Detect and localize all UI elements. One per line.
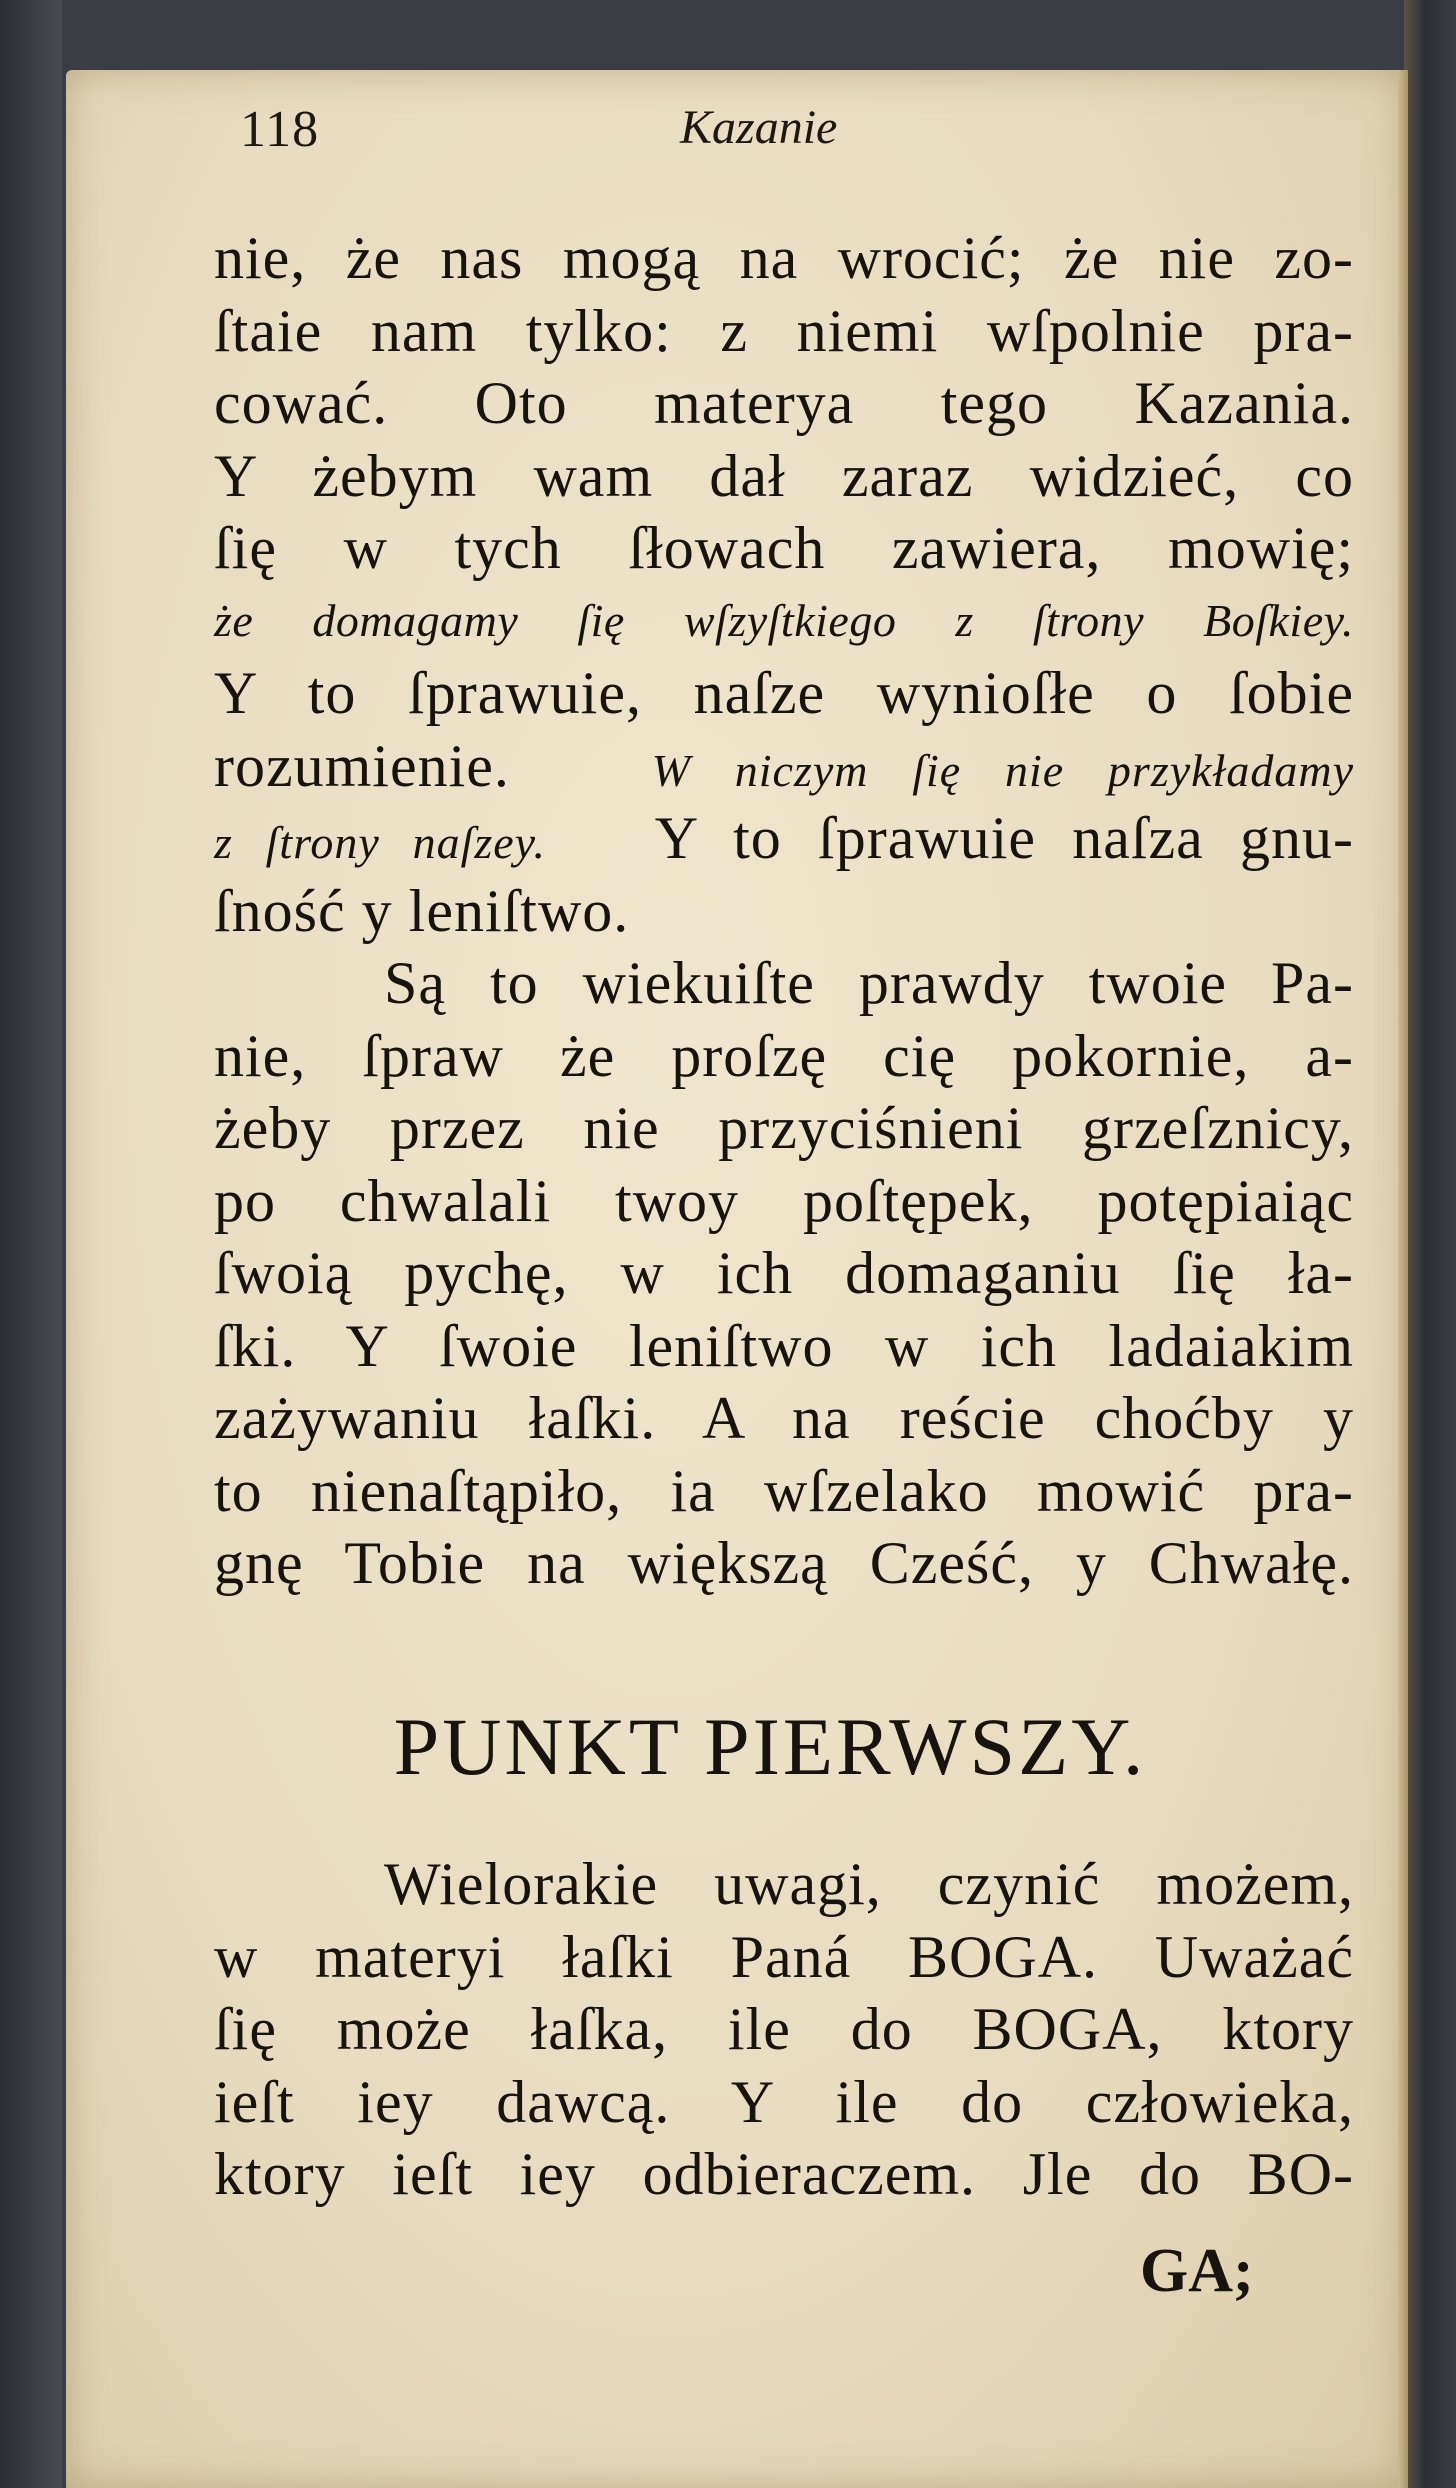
catchword: GA; (1140, 2237, 1254, 2305)
text-line: ieſt iey dawcą. Y ile do człowieka, (214, 2068, 1354, 2135)
text-line: po chwalali twoy poſtępek, potępiaiąc (214, 1167, 1354, 1234)
text-line: nie, ſpraw że proſzę cię pokornie, a- (214, 1022, 1354, 1089)
italic-text-line: że domagamy ſię wſzyſtkiego z ſtrony Boſkiey. (214, 594, 1354, 646)
text-line: ſię w tych ſłowach zawiera, mowię; (214, 515, 1354, 581)
italic-text-segment: z ſtrony naſzey. (214, 817, 547, 868)
body-text (214, 222, 1354, 1600)
text-line: to nienaſtąpiło, ia wſzelako mowić pra- (214, 1457, 1354, 1524)
italic-text-segment: W niczym ſię nie przykładamy (651, 744, 1354, 796)
text-line: ſię może łaſka, ile do BOGA, ktory (214, 1996, 1354, 2062)
text-segment: rozumienie. (214, 732, 510, 799)
page-header (240, 100, 1320, 180)
scan-background-right (1404, 0, 1456, 2488)
text-line: cować. Oto materya tego Kazania. (214, 370, 1354, 436)
text-line: nie, że nas mogą na wrocić; że nie zo- (214, 225, 1354, 291)
scan-background-left (0, 0, 62, 2488)
text-line: ſność y leniſtwo. (214, 877, 630, 944)
page-edge (1398, 70, 1408, 2488)
text-line: ſwoią pychę, w ich domaganiu ſię ła- (214, 1240, 1354, 1306)
running-head: Kazanie (680, 101, 838, 154)
text-line: ſtaie nam tylko: z niemi wſpolnie pra- (214, 297, 1354, 364)
text-line: Y żebym wam dał zaraz widzieć, co (214, 442, 1354, 509)
section-heading: PUNKT PIERWSZY. (393, 1701, 1147, 1792)
text-line: gnę Tobie na większą Cześć, y Chwałę. (214, 1530, 1354, 1596)
paragraph-first-line: Wielorakie uwagi, czynić możem, (384, 1851, 1354, 1917)
text-segment: Y to ſprawuie naſza gnu- (654, 805, 1354, 871)
text-line: ktory ieſt iey odbieraczem. Jle do BO- (214, 2141, 1354, 2207)
section-body (214, 1848, 1354, 2211)
text-line: ſki. Y ſwoie leniſtwo w ich ladaiakim (214, 1312, 1354, 1379)
mixed-text-line (214, 802, 1354, 875)
text-line: żeby przez nie przyciśnieni grzeſznicy, (214, 1095, 1354, 1161)
text-line: Y to ſprawuie, naſze wynioſłe o ſobie (214, 660, 1354, 726)
text-line: w materyi łaſki Paná BOGA. Uważać (214, 1923, 1354, 1990)
paragraph-first-line: Są to wiekuiſte prawdy twoie Pa- (384, 950, 1354, 1016)
page-number: 118 (240, 101, 320, 158)
mixed-text-line (214, 730, 1354, 803)
text-line: zażywaniu łaſki. A na reście choćby y (214, 1385, 1354, 1451)
